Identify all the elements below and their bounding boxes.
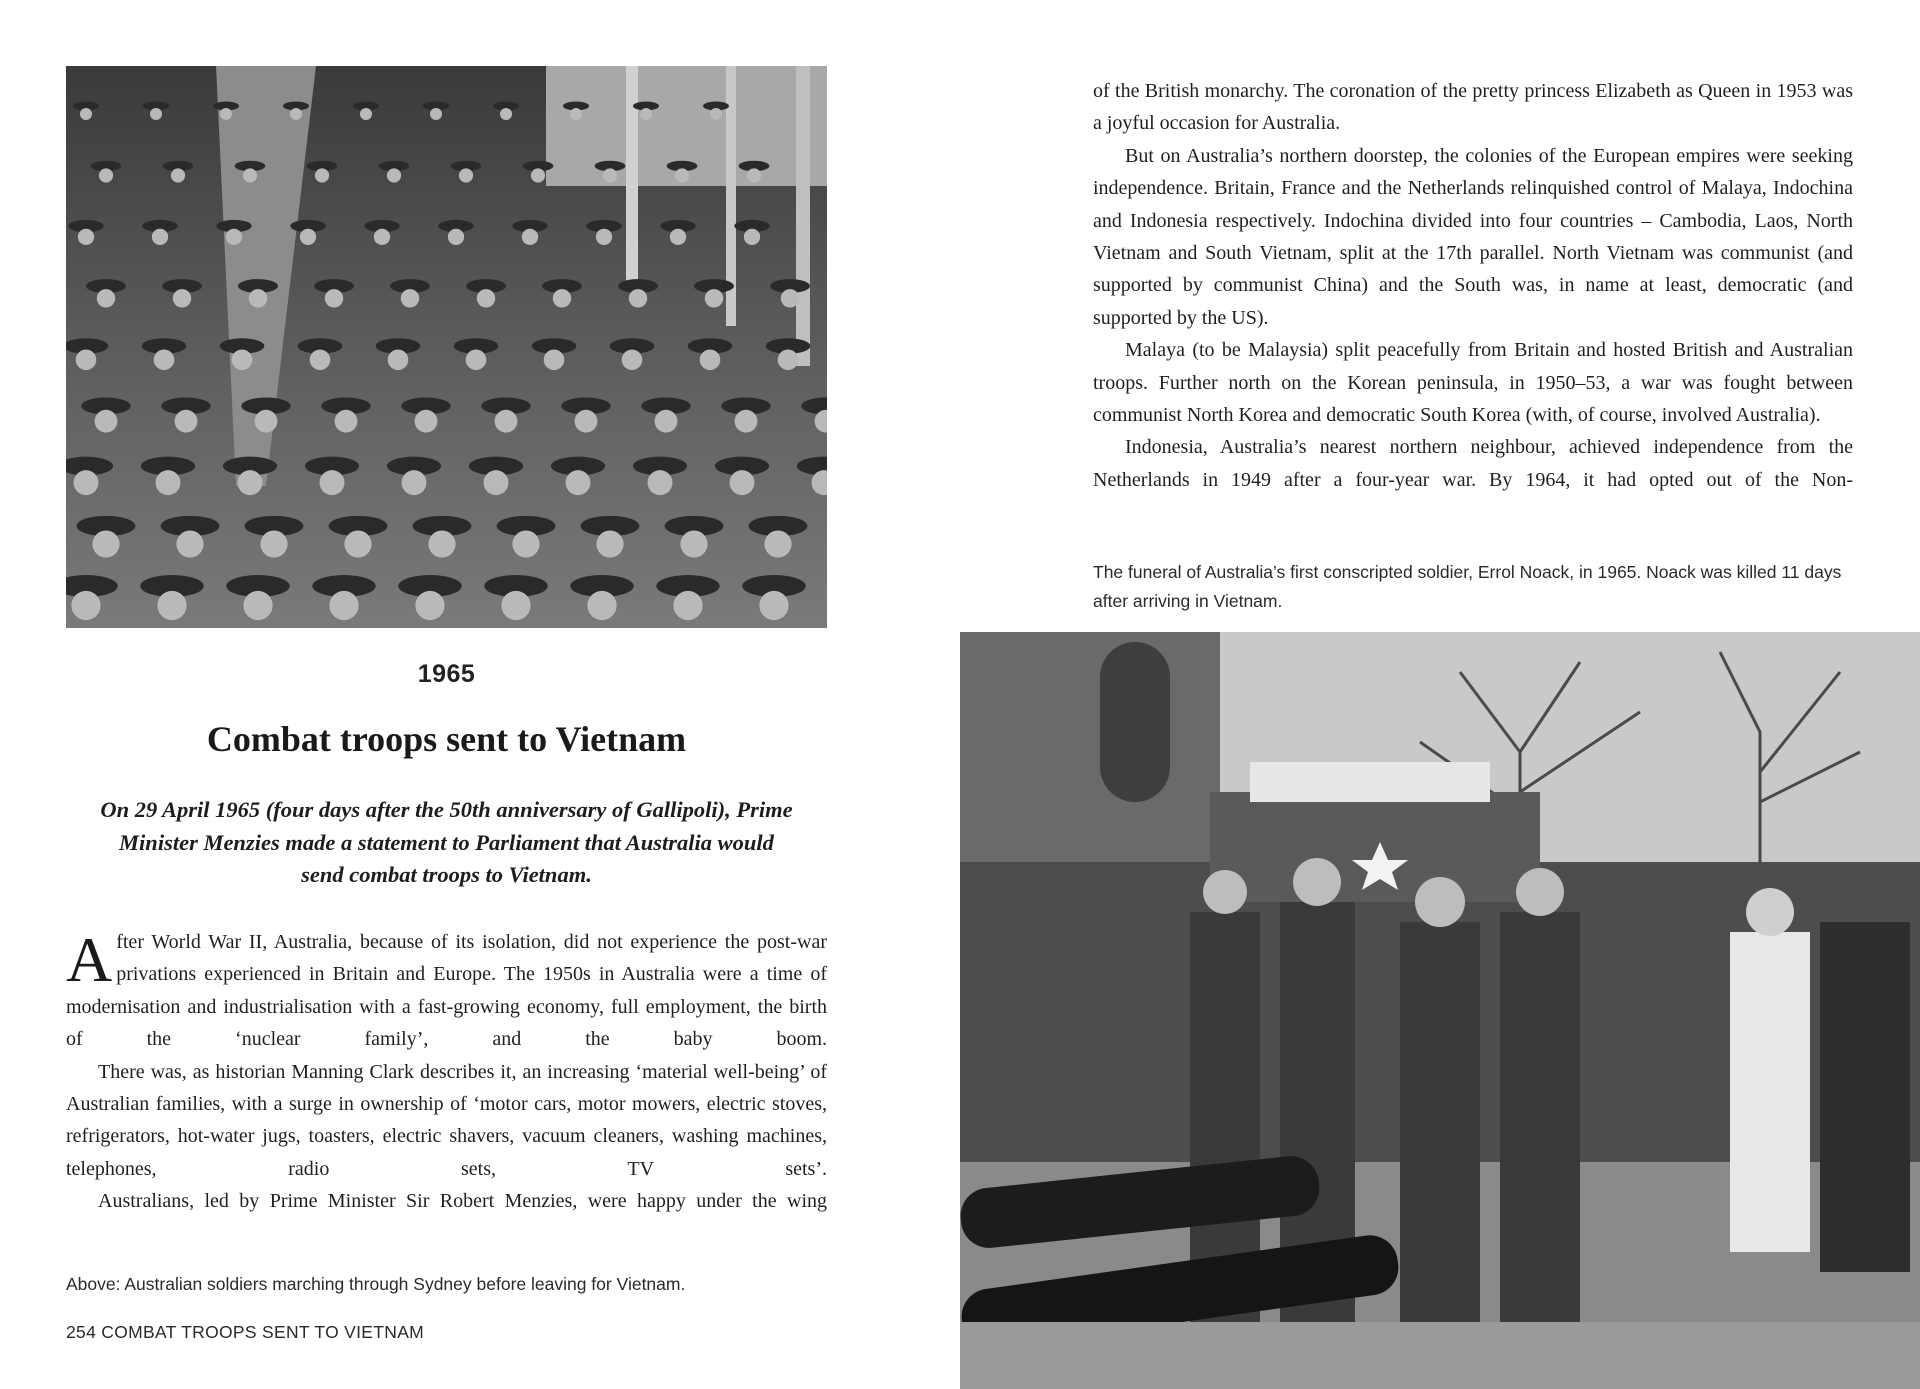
soldier-face bbox=[249, 289, 267, 307]
photo-caption: Above: Australian soldiers marching through Sydney before leaving for Vietnam. bbox=[66, 1274, 686, 1294]
soldier-face bbox=[243, 591, 272, 620]
left-body-text bbox=[66, 926, 827, 1218]
soldier-face bbox=[428, 531, 455, 558]
soldier-face bbox=[80, 108, 92, 120]
soldier-face bbox=[374, 229, 390, 245]
paragraph: of the British monarchy. The coronation of the pretty princess Elizabeth as Queen in 1953 was a joyful occasion for Australia. bbox=[1093, 80, 1853, 135]
soldier-face bbox=[387, 168, 401, 182]
soldier-face bbox=[344, 531, 371, 558]
soldier-face bbox=[622, 349, 643, 370]
soldier-face bbox=[255, 410, 278, 433]
soldier-face bbox=[501, 591, 530, 620]
soldier-face bbox=[603, 168, 617, 182]
soldier-face bbox=[402, 470, 427, 495]
soldier-face bbox=[92, 531, 119, 558]
soldier-face bbox=[575, 410, 598, 433]
soldier-face bbox=[76, 349, 97, 370]
soldiers-marching-illustration bbox=[66, 66, 827, 628]
soldier-face bbox=[629, 289, 647, 307]
soldier-face bbox=[430, 108, 442, 120]
soldier-face bbox=[74, 470, 99, 495]
soldier-face bbox=[778, 349, 799, 370]
soldier-face bbox=[171, 168, 185, 182]
soldier-face bbox=[220, 108, 232, 120]
paragraph: But on Australia’s northern doorstep, the colonies of the European empires were seeking independence. Britain, France and the Netherlands relinquished control of Malaya, Indochina and Indonesia respectively. Indochina divided into four countries – Cambodia, Laos, North Vietnam and South Vietnam, split at the 17th parallel. North Vietnam was communist (and supported by communist China) and the South was, in name at least, democratic (and supported by the US). bbox=[1093, 144, 1853, 329]
soldier-face bbox=[78, 229, 94, 245]
soldier-face bbox=[596, 229, 612, 245]
soldier-face bbox=[512, 531, 539, 558]
soldier-face bbox=[655, 410, 678, 433]
soldier-face bbox=[587, 591, 616, 620]
soldier-face bbox=[700, 349, 721, 370]
soldier-face bbox=[670, 229, 686, 245]
soldier-face bbox=[154, 349, 175, 370]
soldier-face bbox=[243, 168, 257, 182]
soldier-face bbox=[553, 289, 571, 307]
soldier-face bbox=[71, 591, 100, 620]
soldier-face bbox=[522, 229, 538, 245]
soldier-face bbox=[320, 470, 345, 495]
soldier-face bbox=[315, 168, 329, 182]
soldier-face bbox=[596, 531, 623, 558]
standfirst: On 29 April 1965 (four days after the 50th anniversary of Gallipoli), Prime Minister Menzies made a statement to Parliament that Australia would send combat troops to Vietnam. bbox=[100, 797, 793, 887]
soldier-face bbox=[401, 289, 419, 307]
paragraph: Indonesia, Australia’s nearest northern neighbour, achieved independence from the Netherlands in 1949 after a four-year war. By 1964, it had opted out of the Non- bbox=[1093, 436, 1853, 491]
paragraph-text: fter World War II, Australia, because of its isolation, did not experience the post-war privations experienced in Britain and Europe. The 1950s in Australia were a time of modernisation and industrialisation with a fast-growing economy, full employment, the birth of the ‘nuclear family’, and the baby boom. bbox=[66, 931, 827, 1051]
soldier-face bbox=[570, 108, 582, 120]
paragraph: Australians, led by Prime Minister Sir Robert Menzies, were happy under the wing bbox=[98, 1190, 827, 1213]
soldier-face bbox=[238, 470, 263, 495]
soldier-face bbox=[531, 168, 545, 182]
soldier-face bbox=[156, 470, 181, 495]
soldier-face bbox=[415, 410, 438, 433]
soldier-face bbox=[260, 531, 287, 558]
paragraph: There was, as historian Manning Clark describes it, an increasing ‘material well-being’ of Australian families, with a surge in ownership of ‘motor cars, motor mowers, electric stoves, refrigerators, hot-water jugs, toasters, electric shavers, vacuum cleaners, washing machines, telephones, radio sets, TV sets’. bbox=[66, 1060, 827, 1180]
soldier-face bbox=[640, 108, 652, 120]
soldier-face bbox=[388, 349, 409, 370]
soldier-face bbox=[226, 229, 242, 245]
soldier-face bbox=[544, 349, 565, 370]
soldier-face bbox=[173, 289, 191, 307]
soldier-face bbox=[673, 591, 702, 620]
right-body-text bbox=[1093, 75, 1853, 496]
soldier-face bbox=[335, 410, 358, 433]
soldier-face bbox=[680, 531, 707, 558]
soldier-face bbox=[764, 531, 791, 558]
soldier-face bbox=[759, 591, 788, 620]
soldier-face bbox=[152, 229, 168, 245]
year-heading: 1965 bbox=[417, 660, 476, 688]
soldier-face bbox=[157, 591, 186, 620]
soldier-face bbox=[710, 108, 722, 120]
soldier-face bbox=[675, 168, 689, 182]
funeral-procession-illustration bbox=[960, 632, 1920, 1389]
soldier-face bbox=[448, 229, 464, 245]
drop-cap: A bbox=[66, 924, 113, 995]
article-headline: Combat troops sent to Vietnam bbox=[206, 719, 687, 759]
soldier-face bbox=[500, 108, 512, 120]
soldier-face bbox=[150, 108, 162, 120]
soldier-face bbox=[99, 168, 113, 182]
soldier-face bbox=[310, 349, 331, 370]
soldier-face bbox=[484, 470, 509, 495]
soldier-face bbox=[648, 470, 673, 495]
soldier-face bbox=[730, 470, 755, 495]
soldier-face bbox=[466, 349, 487, 370]
soldier-face bbox=[459, 168, 473, 182]
soldier-face bbox=[300, 229, 316, 245]
soldier-face bbox=[360, 108, 372, 120]
soldier-face bbox=[95, 410, 118, 433]
soldier-face bbox=[175, 410, 198, 433]
soldier-face bbox=[744, 229, 760, 245]
paragraph: Malaya (to be Malaysia) split peacefully from Britain and hosted British and Australian troops. Further north on the Korean peninsula, in 1950–53, a war was fought between communist North Korea and democratic South Korea (with, of course, involved Australia). bbox=[1093, 339, 1853, 427]
soldier-face bbox=[495, 410, 518, 433]
soldiers-marching-photo bbox=[66, 66, 827, 628]
soldier-face bbox=[566, 470, 591, 495]
soldier-face bbox=[415, 591, 444, 620]
funeral-procession-photo bbox=[960, 632, 1920, 1389]
soldier-face bbox=[290, 108, 302, 120]
soldier-face bbox=[705, 289, 723, 307]
soldier-face bbox=[781, 289, 799, 307]
soldier-face bbox=[97, 289, 115, 307]
soldier-face bbox=[747, 168, 761, 182]
soldier-face bbox=[329, 591, 358, 620]
page-folio: 254 COMBAT TROOPS SENT TO VIETNAM bbox=[66, 1322, 425, 1342]
soldier-face bbox=[325, 289, 343, 307]
soldier-face bbox=[176, 531, 203, 558]
soldier-face bbox=[477, 289, 495, 307]
photo-caption: The funeral of Australia’s first conscripted soldier, Errol Noack, in 1965. Noack was killed 11 days after arriving in Vietnam. bbox=[1093, 562, 1842, 611]
soldier-face bbox=[735, 410, 758, 433]
paragraph bbox=[66, 926, 827, 1056]
soldier-face bbox=[232, 349, 253, 370]
